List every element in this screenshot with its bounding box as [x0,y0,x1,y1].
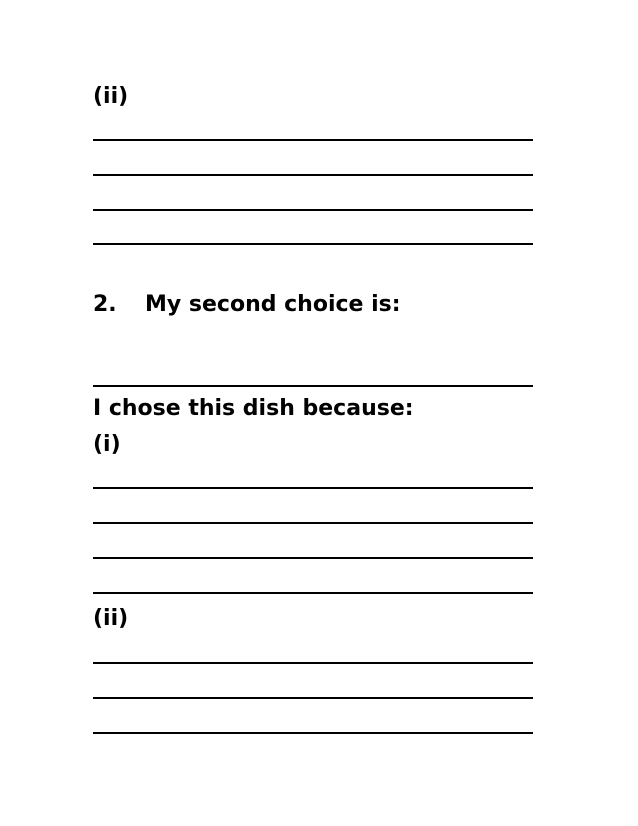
answer-line[interactable] [93,487,533,489]
answer-line[interactable] [93,662,533,664]
reason-label-i: (i) [93,432,121,457]
answer-line[interactable] [93,557,533,559]
answer-line[interactable] [93,522,533,524]
answer-line[interactable] [93,174,533,176]
answer-line[interactable] [93,732,533,734]
answer-line[interactable] [93,243,533,245]
reason-label-ii-top: (ii) [93,84,129,109]
answer-line[interactable] [93,697,533,699]
answer-line[interactable] [93,139,533,141]
answer-line[interactable] [93,209,533,211]
question-number: 2. [93,292,117,317]
question-2 [93,292,401,318]
reason-label-ii-bottom: (ii) [93,606,129,631]
second-choice-answer-line[interactable] [93,385,533,387]
reason-prompt: I chose this dish because: [93,396,414,421]
question-text: My second choice is: [145,292,401,317]
answer-line[interactable] [93,592,533,594]
